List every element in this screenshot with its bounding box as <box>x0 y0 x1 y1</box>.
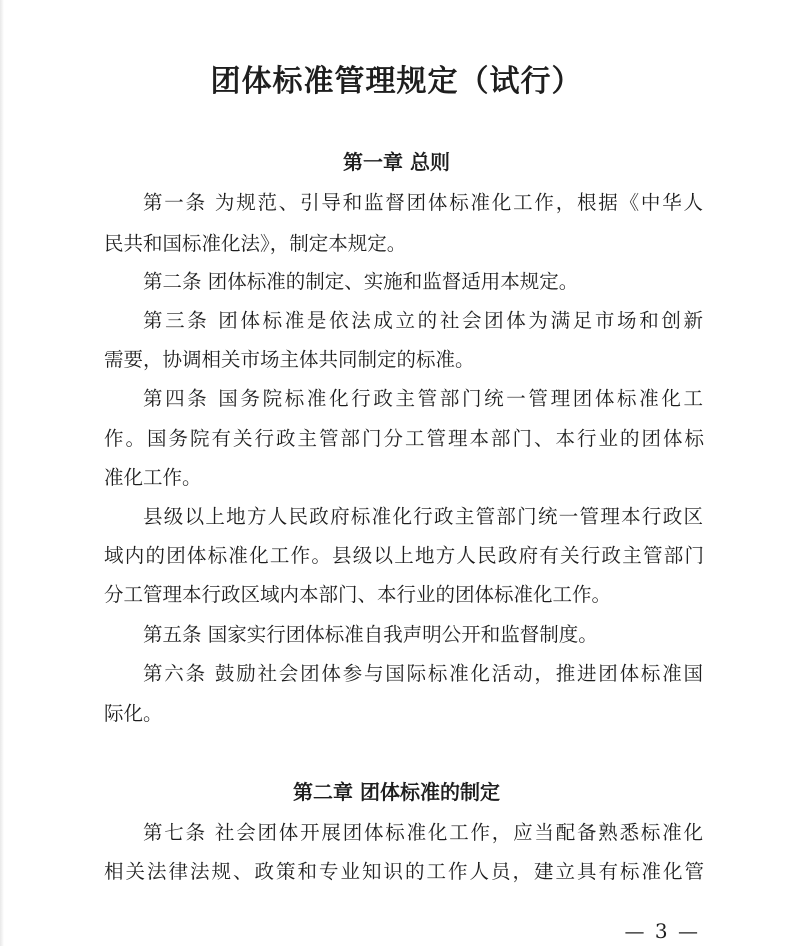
article-4-para-2-line-2: 域内的团体标准化工作。县级以上地方人民政府有关行政主管部门 <box>104 544 704 567</box>
article-7-line-2: 相关法律法规、政策和专业知识的工作人员，建立具有标准化管 <box>104 860 704 883</box>
article-1-line-2: 民共和国标准化法》，制定本规定。 <box>104 232 407 255</box>
article-4-line-1: 第四条 国务院标准化行政主管部门统一管理团体标准化工 <box>143 387 703 410</box>
article-7-line-1: 第七条 社会团体开展团体标准化工作，应当配备熟悉标准化 <box>143 821 703 844</box>
article-1-line-1: 第一条 为规范、引导和监督团体标准化工作，根据《中华人 <box>143 191 703 214</box>
article-4-para-2-line-3: 分工管理本行政区域内本部门、本行业的团体标准化工作。 <box>104 583 612 606</box>
article-6-line-2: 际化。 <box>104 702 163 725</box>
article-3-line-1: 第三条 团体标准是依法成立的社会团体为满足市场和创新 <box>143 309 703 332</box>
article-2-line-1: 第二条 团体标准的制定、实施和监督适用本规定。 <box>143 270 579 293</box>
article-3-line-2: 需要，协调相关市场主体共同制定的标准。 <box>104 348 475 371</box>
chapter-2-heading: 第二章 团体标准的制定 <box>293 780 500 804</box>
article-6-line-1: 第六条 鼓励社会团体参与国际标准化活动，推进团体标准国 <box>143 662 703 685</box>
article-4-line-2: 作。国务院有关行政主管部门分工管理本部门、本行业的团体标 <box>104 427 704 450</box>
article-4-para-2-line-1: 县级以上地方人民政府标准化行政主管部门统一管理本行政区 <box>143 505 703 528</box>
document-title: 团体标准管理规定（试行） <box>210 64 583 99</box>
chapter-1-heading: 第一章 总则 <box>343 150 450 174</box>
article-5-line-1: 第五条 国家实行团体标准自我声明公开和监督制度。 <box>143 623 598 646</box>
page-number: — 3 — <box>624 919 700 943</box>
article-4-line-3: 准化工作。 <box>104 466 202 489</box>
